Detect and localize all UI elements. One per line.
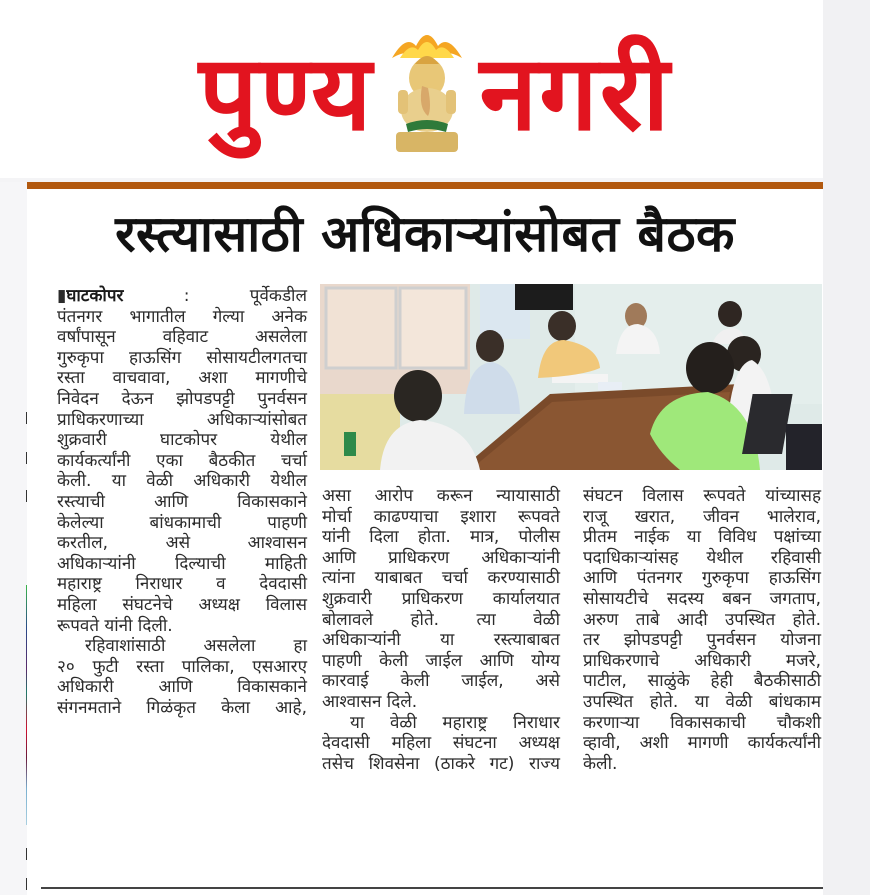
article-bottom-rule bbox=[41, 887, 823, 889]
article-column-3 bbox=[583, 486, 821, 774]
text-line: प्रीतम नाईक या विविध पक्षांच्या bbox=[583, 527, 821, 548]
text-line: तर झोपडपट्टी पुनर्वसन योजना bbox=[583, 630, 821, 651]
text-line: गुरुकृपा हाऊसिंग सोसायटीलगतचा bbox=[57, 347, 307, 368]
text-line: सोसायटीचे सदस्य बबन जगताप, bbox=[583, 588, 821, 609]
dateline: घाटकोपर bbox=[66, 286, 124, 306]
text-line: रूपवते यांनी दिली. bbox=[57, 615, 173, 636]
text-line: संगनमताने गिळंकृत केला आहे, bbox=[57, 697, 307, 718]
meeting-photo bbox=[320, 284, 822, 470]
text-line: उपस्थित होते. या वेळी बांधकाम bbox=[583, 691, 821, 712]
text-line: निवेदन देऊन झोपडपट्टी पुनर्वसन bbox=[57, 388, 307, 409]
text-line: अधिकाऱ्यांनी या रस्त्याबाबत bbox=[322, 630, 560, 651]
article-headline: रस्त्यासाठी अधिकाऱ्यांसोबत बैठक bbox=[115, 205, 735, 263]
text-line: प्राधिकरणाचे अधिकारी मजरे, bbox=[583, 650, 821, 671]
text-line: अरुण ताबे आदी उपस्थित होते. bbox=[583, 609, 821, 630]
masthead-rule bbox=[27, 182, 823, 189]
page-margin bbox=[823, 0, 870, 895]
dateline-marker: ▮ bbox=[57, 286, 67, 306]
article-page bbox=[27, 182, 823, 895]
text-line: पंतनगर भागातील गेल्या अनेक bbox=[57, 306, 307, 327]
text-line: असा आरोप करून न्यायासाठी bbox=[322, 486, 560, 506]
article-column-2 bbox=[322, 486, 560, 774]
article-column-1 bbox=[57, 286, 307, 718]
text-line: आणि पंतनगर गुरुकृपा हाऊसिंग bbox=[583, 568, 821, 589]
text-line: केली. bbox=[583, 753, 618, 774]
ganesha-emblem-icon bbox=[386, 28, 468, 158]
text-line: कारवाई केली जाईल, असे bbox=[322, 671, 560, 692]
text-line: केलेल्या बांधकामाची पाहणी bbox=[57, 512, 307, 533]
text-line: अधिकारी आणि विकासकाने bbox=[57, 677, 307, 698]
text-line: शुक्रवारी प्राधिकरण कार्यालयात bbox=[322, 588, 560, 609]
text-line: पूर्वेकडील bbox=[249, 286, 307, 306]
text-line: महिला संघटनेचे अध्यक्ष विलास bbox=[57, 594, 307, 615]
text-line: व्हावी, अशी मागणी कार्यकर्त्यांनी bbox=[583, 733, 821, 754]
text-line: संघटन विलास रूपवते यांच्यासह bbox=[583, 486, 821, 506]
text-line: वर्षांपासून वहिवाट असलेला bbox=[57, 327, 307, 348]
text-line: यांनी दिला होता. मात्र, पोलीस bbox=[322, 527, 560, 548]
text-line: रस्त्याची आणि विकासकाने bbox=[57, 491, 307, 512]
text-line: कार्यकर्त्यांनी एका बैठकीत चर्चा bbox=[57, 450, 307, 471]
text-line: शुक्रवारी घाटकोपर येथील bbox=[57, 430, 307, 451]
text-line: रहिवाशांसाठी असलेला हा bbox=[85, 636, 307, 657]
adjacent-page-edge bbox=[0, 182, 27, 895]
newspaper-logo bbox=[150, 18, 720, 168]
text-line: महाराष्ट्र निराधार व देवदासी bbox=[57, 574, 307, 595]
text-line: देवदासी महिला संघटना अध्यक्ष bbox=[322, 733, 560, 754]
text-line: या वेळी महाराष्ट्र निराधार bbox=[350, 712, 560, 733]
text-line: करतील, असे आश्वासन bbox=[57, 533, 307, 554]
text-line: केली. या वेळी अधिकारी येथील bbox=[57, 471, 307, 492]
text-line: रस्ता वाचवावा, अशा मागणीचे bbox=[57, 368, 307, 389]
text-line: आश्वासन दिले. bbox=[322, 691, 418, 712]
text-line: आणि प्राधिकरण अधिकाऱ्यांनी bbox=[322, 547, 560, 568]
text-line: राजू खरात, जीवन भालेराव, bbox=[583, 506, 821, 527]
text-line: करणाऱ्या विकासकाची चौकशी bbox=[583, 712, 821, 733]
text-line: अधिकाऱ्यांनी दिल्याची माहिती bbox=[57, 553, 307, 574]
text-line: बोलावले होते. त्या वेळी bbox=[322, 609, 560, 630]
text-line: त्यांना याबाबत चर्चा करण्यासाठी bbox=[322, 568, 560, 589]
article-paragraph: ▮घाटकोपर : पूर्वेकडील bbox=[57, 286, 307, 306]
text-line: २० फुटी रस्ता पालिका, एसआरए bbox=[57, 656, 307, 677]
text-line: पाहणी केली जाईल आणि योग्य bbox=[322, 650, 560, 671]
text-line: तसेच शिवसेना (ठाकरे गट) राज्य bbox=[322, 753, 560, 774]
text-line: पदाधिकाऱ्यांसह येथील रहिवासी bbox=[583, 547, 821, 568]
masthead bbox=[0, 0, 870, 178]
logo-title-right: नगरी bbox=[479, 32, 672, 154]
text-line: मोर्चा काढण्याचा इशारा रूपवते bbox=[322, 506, 560, 527]
logo-title-left: पुण्य bbox=[198, 32, 374, 154]
text-line: पाटील, साळुंके हेही बैठकीसाठी bbox=[583, 671, 821, 692]
text-line: प्राधिकरणाच्या अधिकाऱ्यांसोबत bbox=[57, 409, 307, 430]
